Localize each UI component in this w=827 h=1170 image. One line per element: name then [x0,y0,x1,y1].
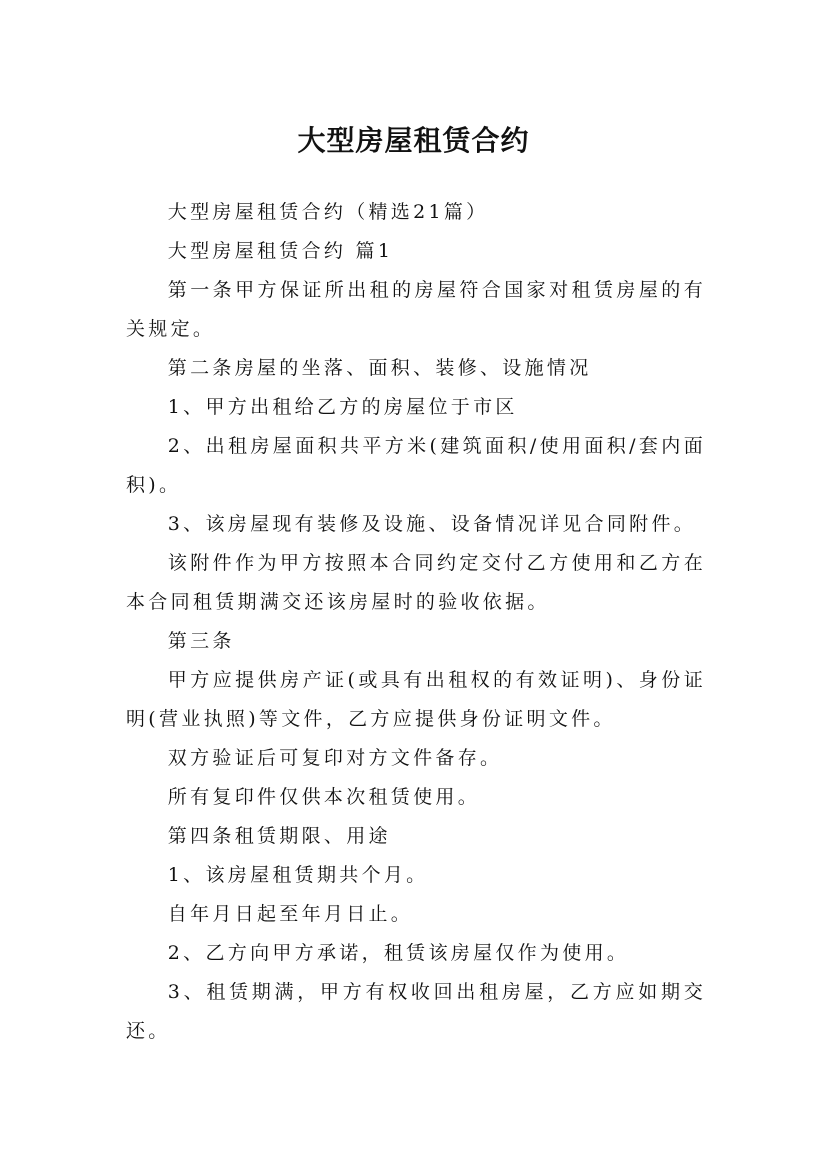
document-body [126,193,706,1051]
paragraph: 第四条租赁期限、用途 [167,825,391,847]
paragraph: 自年月日起至年月日止。 [167,903,414,925]
paragraph: 大型房屋租赁合约（精选21篇） [167,201,489,223]
paragraph: 3、该房屋现有装修及设施、设备情况详见合同附件。 [167,513,697,535]
paragraph: 第一条甲方保证所出租的房屋符合国家对租赁房屋的有关规定。 [126,279,706,340]
paragraph: 双方验证后可复印对方文件备存。 [167,747,503,769]
paragraph: 该附件作为甲方按照本合同约定交付乙方使用和乙方在本合同租赁期满交还该房屋时的验收依据。 [126,552,706,613]
paragraph: 甲方应提供房产证(或具有出租权的有效证明)、身份证明(营业执照)等文件，乙方应提供身份证明文件。 [126,669,706,730]
document-title: 大型房屋租赁合约 [297,123,530,157]
paragraph: 1、甲方出租给乙方的房屋位于市区 [167,396,518,418]
paragraph: 所有复印件仅供本次租赁使用。 [167,786,480,808]
paragraph: 1、该房屋租赁期共个月。 [167,864,429,886]
paragraph: 2、乙方向甲方承诺，租赁该房屋仅作为使用。 [167,942,630,964]
paragraph: 大型房屋租赁合约 篇1 [167,240,394,262]
paragraph: 3、租赁期满，甲方有权收回出租房屋，乙方应如期交还。 [126,981,706,1042]
paragraph: 2、出租房屋面积共平方米(建筑面积/使用面积/套内面积)。 [126,435,706,496]
paragraph: 第三条 [167,630,235,652]
paragraph: 第二条房屋的坐落、面积、装修、设施情况 [167,357,592,379]
